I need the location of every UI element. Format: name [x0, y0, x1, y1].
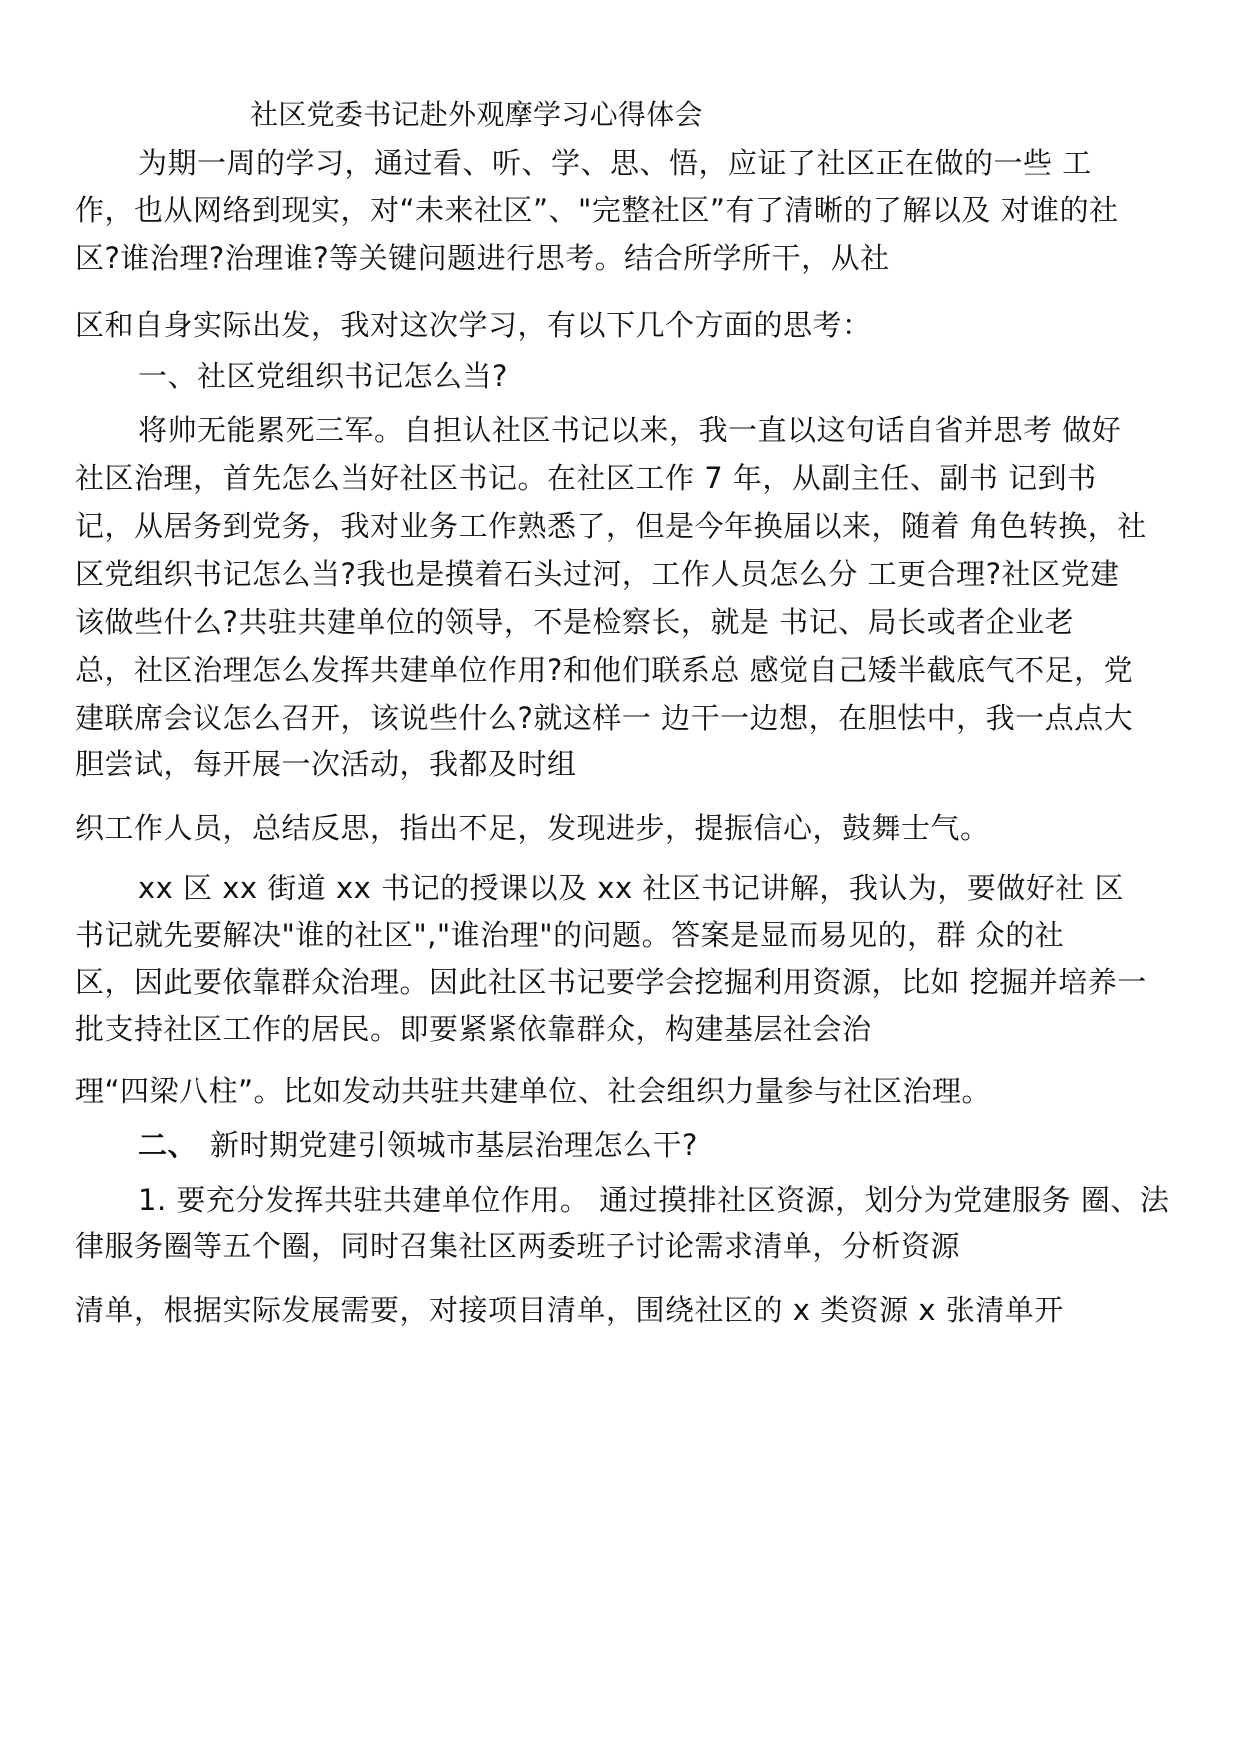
paragraph-line: 记，从居务到党务，我对业务工作熟悉了，但是今年换届以来，随着 角色转换，社	[75, 509, 1147, 543]
paragraph-line: 1. 要充分发挥共驻共建单位作用。 通过摸排社区资源，划分为党建服务 圈、法	[138, 1183, 1170, 1217]
paragraph-line: 清单，根据实际发展需要，对接项目清单，围绕社区的 x 类资源 x 张清单开	[75, 1293, 1064, 1327]
paragraph-line: 区党组织书记怎么当?我也是摸着石头过河，工作人员怎么分 工更合理?社区党建	[75, 557, 1120, 591]
paragraph-line: 胆尝试，每开展一次活动，我都及时组	[75, 747, 577, 781]
section-heading: 新时期党建引领城市基层治理怎么干?	[210, 1128, 698, 1162]
paragraph-line: 书记就先要解决"谁的社区","谁治理"的问题。答案是显而易见的，群 众的社	[75, 918, 1065, 952]
paragraph-line: 社区治理，首先怎么当好社区书记。在社区工作 7 年，从副主任、副书 记到书	[75, 461, 1097, 495]
section-heading: 一、社区党组织书记怎么当?	[138, 359, 508, 393]
section-number: 二、	[138, 1128, 198, 1162]
paragraph-line: 区和自身实际出发，我对这次学习，有以下几个方面的思考：	[75, 308, 872, 342]
paragraph-line: xx 区 xx 街道 xx 书记的授课以及 xx 社区书记讲解，我认为，要做好社 区	[138, 871, 1125, 905]
paragraph-line: 律服务圈等五个圈，同时召集社区两委班子讨论需求清单，分析资源	[75, 1229, 961, 1263]
paragraph-line: 将帅无能累死三军。自担认社区书记以来，我一直以这句话自省并思考 做好	[138, 413, 1122, 447]
paragraph-line: 总，社区治理怎么发挥共建单位作用?和他们联系总 感觉自己矮半截底气不足，党	[75, 653, 1134, 687]
document-title: 社区党委书记赴外观摩学习心得体会	[250, 98, 703, 131]
paragraph-line: 区?谁治理?治理谁?等关键问题进行思考。结合所学所干，从社	[75, 241, 890, 275]
paragraph-line: 建联席会议怎么召开，该说些什么?就这样一 边干一边想，在胆怯中，我一点点大	[75, 701, 1134, 735]
paragraph-line: 区，因此要依靠群众治理。因此社区书记要学会挖掘利用资源，比如 挖掘并培养一	[75, 965, 1147, 999]
paragraph-line: 为期一周的学习，通过看、听、学、思、悟，应证了社区正在做的一些 工	[138, 146, 1092, 180]
paragraph-line: 作，也从网络到现实，对“未来社区”、"完整社区”有了清晰的了解以及 对谁的社	[75, 193, 1119, 227]
paragraph-line: 织工作人员，总结反思，指出不足，发现进步，提振信心，鼓舞士气。	[75, 811, 990, 845]
paragraph-line: 理“四梁八柱”。比如发动共驻共建单位、社会组织力量参与社区治理。	[75, 1074, 992, 1108]
paragraph-line: 批支持社区工作的居民。即要紧紧依靠群众，构建基层社会治	[75, 1012, 872, 1046]
paragraph-line: 该做些什么?共驻共建单位的领导，不是检察长，就是 书记、局长或者企业老	[75, 605, 1075, 639]
